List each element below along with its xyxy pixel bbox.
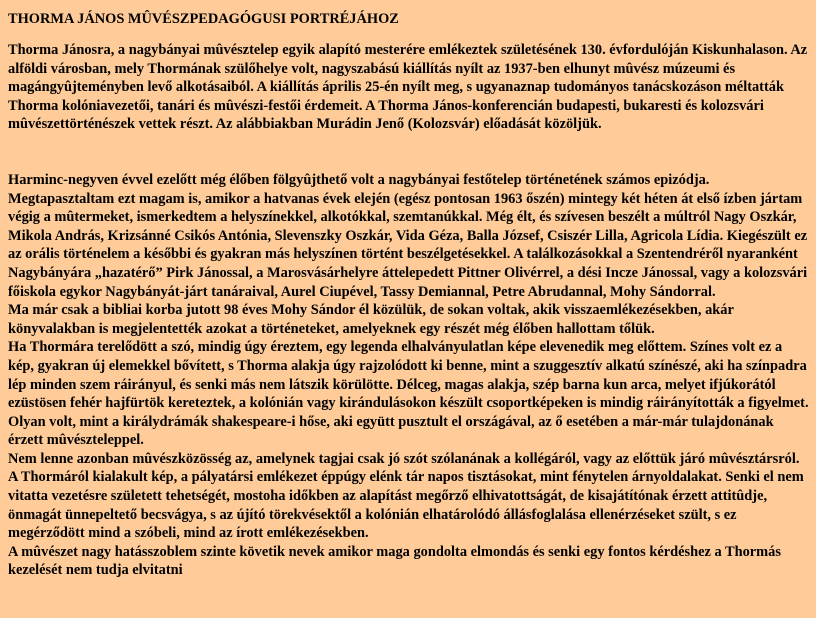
body-paragraph: A mûvészet nagy hatásszoblem szinte követik nevek amikor maga gondolta elmondás és senki egy fontos kérdéshez a Thormás kezelését nem tudja elvitatni: [8, 543, 781, 579]
body-paragraph: Nem lenne azonban mûvészközösség az, amelynek tagjai csak jó szót szólanának a kollégáról, vagy az előttük járó mûvésztársról.: [8, 450, 800, 467]
section-spacer: [8, 134, 810, 171]
body-paragraph: A Thormáról kialakult kép, a pályatársi emlékezet éppúgy elénk tár napos tisztásokat, mint fénytelen árnyoldalakat. Senki el nem vitatta vezetésre született tehetségét, mostoha időkben az alapítást megőrző elhivatottságát, de kisajátítónak érzett attitûdje, önmagát ünnepeltető becsvágya, s az újító törekvésektől a kolónián elhatárolódó állásfoglalása ellenérzéseket szült, s ez megérződött mind a szóbeli, mind az írott emlékezésekben.: [8, 469, 804, 542]
article-title: THORMA JÁNOS MÛVÉSZPEDAGÓGUSI PORTRÉJÁHOZ: [8, 11, 399, 27]
body-paragraph: Harminc-negyven évvel ezelőtt még élőben fölgyûjthető volt a nagybányai festőtelep történetének számos epizódja. Megtapasztaltam ezt magam is, amikor a hatvanas évek elején (egész pontosan 1963 őszén) mintegy két héten át első ízben jártam végig a mûtermeket, ismerkedtem a helyszínekkel, alkotókkal, szemtanúkkal. Még élt, és szívesen beszélt a múltról Nagy Oszkár, Mikola András, Krizsánné Csikós Antónia, Slevenszky Oszkár, Vida Géza, Balla József, Csiszér Lilla, Agricola Lídia. Kiegészült ez az orális történelem a későbbi és gyakran más helyszínen történt beszélgetésekkel. A találkozásokkal a Szentendréről nyaranként Nagybányára „hazatérő” Pirk Jánossal, a Marosvásárhelyre áttelepedett Pittner Olivérrel, a dési Incze Jánossal, vagy a kolozsvári főiskola egykor Nagybányát-járt tanáraival, Aurel Ciupével, Tassy Demiannal, Petre Abrudannal, Mohy Sándorral.: [8, 171, 808, 300]
body-paragraph: Ha Thormára terelődött a szó, mindig úgy éreztem, egy legenda elhalványulatlan képe elevenedik meg előttem. Színes volt ez a kép, gyakran új elemekkel bővített, s Thorma alakja úgy rajzolódott ki benne, mint a szuggesztív alkatú színészé, aki ha színpadra lép minden szem ráirányul, és senki más nem látszik körülötte. Délceg, magas alakja, szép barna kun arca, melyet ifjúkorától ezüstösen fehér hajfürtök kereteztek, a kolónián vagy kirándulásokon készült csoportképeken is mindig ráirányították a figyelmet. Olyan volt, mint a királydrámák shakespeare-i hőse, aki együtt pusztult el országával, az ő esetében a már-már tulajdonának érzett mûvészteleppel.: [8, 339, 809, 449]
body-paragraph: Ma már csak a bibliai korba jutott 98 éves Mohy Sándor él közülük, de sokan voltak, akik visszaemlékezésekben, akár könyvalakban is megjelentették azokat a történeteket, amelyeknek egy részét még élőben hallottam tőlük.: [8, 302, 734, 337]
article-intro: Thorma Jánosra, a nagybányai mûvésztelep egyik alapító mesterére emlékeztek születésének 130. évfordulóján Kiskunhalason. Az alföldi városban, mely Thormának szülőhelye volt, nagyszabású kiállítás nyílt az 1937-ben elhunyt mûvész múzeumi és magángyûjteményben levő alkotásaiból. A kiállítás április 25-én nyílt meg, s ugyanaznap tudományos tanácskozáson méltatták Thorma kolóniavezetői, tanári és mûvészi-festői érdemeit. A Thorma János-konferencián budapesti, bukaresti és kolozsvári mûvészettörténészek vettek részt. Az alábbiakban Murádin Jenő (Kolozsvár) előadását közöljük.: [8, 42, 808, 133]
